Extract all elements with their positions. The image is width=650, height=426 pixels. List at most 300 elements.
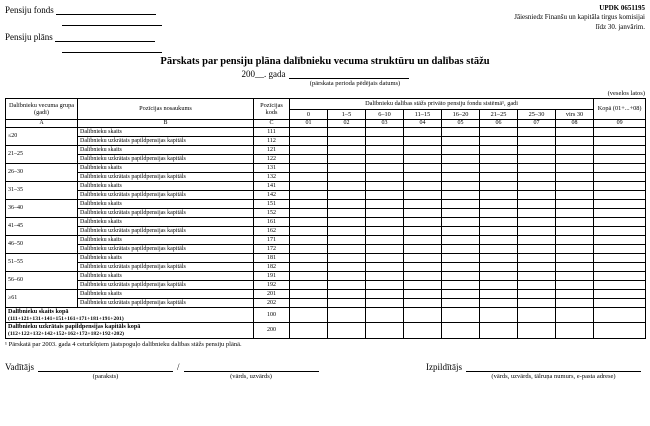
value-cell[interactable] [594, 308, 646, 323]
value-cell[interactable] [518, 164, 556, 173]
value-cell[interactable] [404, 227, 442, 236]
value-cell[interactable] [404, 128, 442, 137]
value-cell[interactable] [480, 272, 518, 281]
column-index-row [6, 120, 646, 128]
table-row [6, 227, 646, 236]
value-cell[interactable] [480, 308, 518, 323]
value-cell[interactable] [480, 245, 518, 254]
value-cell[interactable] [366, 191, 404, 200]
value-cell[interactable] [556, 209, 594, 218]
tenure-column-header: 0 [290, 109, 328, 120]
value-cell[interactable] [480, 323, 518, 338]
value-cell[interactable] [328, 227, 366, 236]
value-cell[interactable] [480, 155, 518, 164]
value-cell[interactable] [366, 182, 404, 191]
value-cell[interactable] [442, 290, 480, 299]
value-cell[interactable] [442, 164, 480, 173]
signature-section [5, 362, 645, 380]
value-cell[interactable] [404, 182, 442, 191]
value-cell[interactable] [594, 191, 646, 200]
value-cell[interactable] [442, 299, 480, 308]
value-cell[interactable] [366, 146, 404, 155]
value-cell[interactable] [328, 263, 366, 272]
age-structure-table [5, 98, 646, 339]
tenure-column-header: 6–10 [366, 109, 404, 120]
value-cell[interactable] [518, 227, 556, 236]
value-cell[interactable] [328, 254, 366, 263]
value-cell[interactable] [594, 281, 646, 290]
age-group-cell: 51–55 [6, 254, 78, 272]
value-cell[interactable] [328, 209, 366, 218]
value-cell[interactable] [518, 155, 556, 164]
position-name-cell: Dalībnieku uzkrātais papildpensijas kapitāls [78, 209, 254, 218]
value-cell[interactable] [594, 323, 646, 338]
position-code-cell: 131 [254, 164, 290, 173]
value-cell[interactable] [290, 263, 328, 272]
updk-code: UPDK 0651195 [599, 4, 645, 12]
position-name-cell: Dalībnieku uzkrātais papildpensijas kapitāls [78, 191, 254, 200]
position-code-cell: 141 [254, 182, 290, 191]
age-group-cell: 26–30 [6, 164, 78, 182]
value-cell[interactable] [480, 128, 518, 137]
executor-name-line[interactable] [466, 362, 641, 372]
value-cell[interactable] [480, 281, 518, 290]
value-cell[interactable] [442, 263, 480, 272]
value-cell[interactable] [594, 200, 646, 209]
value-cell[interactable] [518, 182, 556, 191]
value-cell[interactable] [518, 218, 556, 227]
col-header-age-group: Dalībnieku vecuma grupa (gadi) [6, 99, 78, 120]
value-cell[interactable] [594, 155, 646, 164]
value-cell[interactable] [556, 200, 594, 209]
value-cell[interactable] [442, 173, 480, 182]
table-header-row [6, 99, 646, 110]
value-cell[interactable] [366, 164, 404, 173]
value-cell[interactable] [594, 290, 646, 299]
report-date-line [5, 69, 645, 79]
report-date-caption: (pārskata perioda pēdējais datums) [309, 80, 401, 87]
column-index-cell: 03 [366, 120, 404, 128]
pension-plan-input-line[interactable] [55, 33, 155, 42]
value-cell[interactable] [556, 323, 594, 338]
value-cell[interactable] [404, 200, 442, 209]
value-cell[interactable] [404, 155, 442, 164]
value-cell[interactable] [290, 182, 328, 191]
value-cell[interactable] [328, 308, 366, 323]
value-cell[interactable] [290, 236, 328, 245]
value-cell[interactable] [442, 236, 480, 245]
position-code-cell: 122 [254, 155, 290, 164]
value-cell[interactable] [594, 164, 646, 173]
tenure-column-header: 25–30 [518, 109, 556, 120]
value-cell[interactable] [480, 254, 518, 263]
value-cell[interactable] [290, 281, 328, 290]
value-cell[interactable] [442, 227, 480, 236]
value-cell[interactable] [290, 164, 328, 173]
value-cell[interactable] [404, 137, 442, 146]
value-cell[interactable] [518, 146, 556, 155]
column-index-cell: 09 [594, 120, 646, 128]
value-cell[interactable] [290, 245, 328, 254]
value-cell[interactable] [556, 173, 594, 182]
value-cell[interactable] [442, 128, 480, 137]
value-cell[interactable] [290, 146, 328, 155]
value-cell[interactable] [442, 137, 480, 146]
value-cell[interactable] [442, 191, 480, 200]
value-cell[interactable] [328, 137, 366, 146]
age-group-cell: 56–60 [6, 272, 78, 290]
value-cell[interactable] [518, 245, 556, 254]
value-cell[interactable] [290, 155, 328, 164]
value-cell[interactable] [328, 281, 366, 290]
value-cell[interactable] [404, 263, 442, 272]
value-cell[interactable] [518, 272, 556, 281]
position-code-cell: 100 [254, 308, 290, 323]
value-cell[interactable] [366, 290, 404, 299]
value-cell[interactable] [328, 128, 366, 137]
value-cell[interactable] [556, 164, 594, 173]
value-cell[interactable] [328, 236, 366, 245]
position-code-cell: 111 [254, 128, 290, 137]
value-cell[interactable] [366, 323, 404, 338]
value-cell[interactable] [290, 218, 328, 227]
value-cell[interactable] [594, 272, 646, 281]
table-row [6, 290, 646, 299]
value-cell[interactable] [594, 218, 646, 227]
tenure-column-header: 11–15 [404, 109, 442, 120]
table-row [6, 137, 646, 146]
value-cell[interactable] [328, 191, 366, 200]
value-cell[interactable] [290, 128, 328, 137]
value-cell[interactable] [556, 254, 594, 263]
value-cell[interactable] [480, 173, 518, 182]
value-cell[interactable] [480, 290, 518, 299]
value-cell[interactable] [404, 245, 442, 254]
value-cell[interactable] [480, 182, 518, 191]
units-note: (veselos latos) [607, 90, 645, 97]
value-cell[interactable] [328, 155, 366, 164]
value-cell[interactable] [404, 272, 442, 281]
value-cell[interactable] [290, 323, 328, 338]
age-group-cell: ≤20 [6, 128, 78, 146]
value-cell[interactable] [556, 290, 594, 299]
value-cell[interactable] [366, 254, 404, 263]
position-code-cell: 192 [254, 281, 290, 290]
pension-fund-input-line[interactable] [56, 6, 156, 15]
value-cell[interactable] [594, 182, 646, 191]
tenure-column-header: 1–5 [328, 109, 366, 120]
value-cell[interactable] [290, 290, 328, 299]
value-cell[interactable] [556, 308, 594, 323]
value-cell[interactable] [404, 146, 442, 155]
column-index-cell: 08 [556, 120, 594, 128]
column-index-cell: C [254, 120, 290, 128]
table-row [6, 182, 646, 191]
value-cell[interactable] [404, 308, 442, 323]
value-cell[interactable] [556, 245, 594, 254]
value-cell[interactable] [328, 272, 366, 281]
value-cell[interactable] [480, 209, 518, 218]
position-name-cell: Dalībnieku skaits [78, 218, 254, 227]
report-date-input-line[interactable] [289, 69, 409, 79]
value-cell[interactable] [594, 254, 646, 263]
position-name-cell: Dalībnieku skaits [78, 272, 254, 281]
value-cell[interactable] [442, 323, 480, 338]
value-cell[interactable] [480, 137, 518, 146]
table-row [6, 236, 646, 245]
value-cell[interactable] [480, 263, 518, 272]
value-cell[interactable] [518, 323, 556, 338]
value-cell[interactable] [290, 173, 328, 182]
value-cell[interactable] [518, 128, 556, 137]
value-cell[interactable] [328, 146, 366, 155]
position-code-cell: 200 [254, 323, 290, 338]
column-index-cell: 01 [290, 120, 328, 128]
value-cell[interactable] [442, 182, 480, 191]
value-cell[interactable] [518, 236, 556, 245]
value-cell[interactable] [290, 308, 328, 323]
value-cell[interactable] [480, 227, 518, 236]
pension-plan-input-line-2[interactable] [62, 43, 162, 53]
title-block [5, 56, 645, 87]
value-cell[interactable] [328, 200, 366, 209]
value-cell[interactable] [328, 182, 366, 191]
value-cell[interactable] [328, 164, 366, 173]
form-header [5, 4, 645, 53]
value-cell[interactable] [328, 245, 366, 254]
value-cell[interactable] [366, 236, 404, 245]
value-cell[interactable] [556, 146, 594, 155]
value-cell[interactable] [366, 173, 404, 182]
table-row [6, 272, 646, 281]
value-cell[interactable] [366, 263, 404, 272]
value-cell[interactable] [442, 146, 480, 155]
value-cell[interactable] [556, 182, 594, 191]
value-cell[interactable] [518, 290, 556, 299]
tenure-column-header: 21–25 [480, 109, 518, 120]
value-cell[interactable] [366, 218, 404, 227]
value-cell[interactable] [594, 236, 646, 245]
age-group-cell: 41–45 [6, 218, 78, 236]
value-cell[interactable] [556, 191, 594, 200]
value-cell[interactable] [290, 254, 328, 263]
position-code-cell: 121 [254, 146, 290, 155]
table-total-row [6, 308, 646, 323]
value-cell[interactable] [404, 191, 442, 200]
value-cell[interactable] [594, 146, 646, 155]
manager-signature-line[interactable] [38, 362, 173, 372]
position-code-cell: 202 [254, 299, 290, 308]
value-cell[interactable] [290, 272, 328, 281]
value-cell[interactable] [404, 209, 442, 218]
manager-name-caption: (vārds, uzvārds) [230, 372, 272, 380]
value-cell[interactable] [328, 173, 366, 182]
form-title: Pārskats par pensiju plāna dalībnieku vecuma struktūru un dalības stāžu [160, 56, 490, 67]
pension-fund-label: Pensiju fonds [5, 5, 54, 15]
value-cell[interactable] [366, 272, 404, 281]
value-cell[interactable] [594, 209, 646, 218]
value-cell[interactable] [290, 209, 328, 218]
value-cell[interactable] [404, 173, 442, 182]
value-cell[interactable] [556, 218, 594, 227]
value-cell[interactable] [290, 191, 328, 200]
table-row [6, 209, 646, 218]
column-index-cell: 02 [328, 120, 366, 128]
value-cell[interactable] [556, 236, 594, 245]
age-group-cell: 36–40 [6, 200, 78, 218]
value-cell[interactable] [442, 155, 480, 164]
value-cell[interactable] [556, 227, 594, 236]
value-cell[interactable] [518, 254, 556, 263]
value-cell[interactable] [556, 281, 594, 290]
value-cell[interactable] [556, 299, 594, 308]
value-cell[interactable] [556, 155, 594, 164]
value-cell[interactable] [480, 146, 518, 155]
position-code-cell: 142 [254, 191, 290, 200]
value-cell[interactable] [518, 191, 556, 200]
table-row [6, 155, 646, 164]
value-cell[interactable] [366, 209, 404, 218]
table-row [6, 191, 646, 200]
table-row [6, 245, 646, 254]
value-cell[interactable] [556, 137, 594, 146]
position-code-cell: 172 [254, 245, 290, 254]
column-index-cell: 07 [518, 120, 556, 128]
position-code-cell: 171 [254, 236, 290, 245]
value-cell[interactable] [594, 128, 646, 137]
table-total-row [6, 323, 646, 338]
position-name-cell: Dalībnieku skaits [78, 200, 254, 209]
value-cell[interactable] [556, 263, 594, 272]
age-group-cell: 21–25 [6, 146, 78, 164]
value-cell[interactable] [404, 299, 442, 308]
col-header-total: Kopā (01+...+08) [594, 99, 646, 120]
col-header-position-name: Pozīcijas nosaukums [78, 99, 254, 120]
value-cell[interactable] [518, 299, 556, 308]
value-cell[interactable] [518, 173, 556, 182]
value-cell[interactable] [480, 191, 518, 200]
value-cell[interactable] [594, 299, 646, 308]
table-row [6, 128, 646, 137]
value-cell[interactable] [480, 200, 518, 209]
value-cell[interactable] [328, 299, 366, 308]
value-cell[interactable] [366, 200, 404, 209]
value-cell[interactable] [480, 299, 518, 308]
position-name-cell: Dalībnieku skaits [78, 182, 254, 191]
value-cell[interactable] [442, 272, 480, 281]
position-name-cell: Dalībnieku uzkrātais papildpensijas kapitāls [78, 263, 254, 272]
value-cell[interactable] [366, 281, 404, 290]
position-name-cell: Dalībnieku skaits [78, 254, 254, 263]
value-cell[interactable] [366, 227, 404, 236]
value-cell[interactable] [366, 245, 404, 254]
value-cell[interactable] [404, 236, 442, 245]
value-cell[interactable] [366, 128, 404, 137]
manager-label: Vadītājs [5, 361, 34, 372]
value-cell[interactable] [518, 137, 556, 146]
value-cell[interactable] [518, 209, 556, 218]
value-cell[interactable] [594, 173, 646, 182]
fund-plan-fields [5, 4, 162, 53]
position-code-cell: 191 [254, 272, 290, 281]
value-cell[interactable] [518, 200, 556, 209]
value-cell[interactable] [328, 290, 366, 299]
pension-fund-input-line-2[interactable] [62, 16, 162, 26]
value-cell[interactable] [404, 323, 442, 338]
value-cell[interactable] [328, 218, 366, 227]
value-cell[interactable] [404, 290, 442, 299]
value-cell[interactable] [442, 281, 480, 290]
value-cell[interactable] [404, 254, 442, 263]
value-cell[interactable] [404, 164, 442, 173]
position-code-cell: 201 [254, 290, 290, 299]
submission-note [514, 4, 645, 32]
value-cell[interactable] [290, 137, 328, 146]
value-cell[interactable] [442, 209, 480, 218]
value-cell[interactable] [518, 308, 556, 323]
value-cell[interactable] [442, 245, 480, 254]
table-row [6, 164, 646, 173]
value-cell[interactable] [594, 227, 646, 236]
year-text: 200__. gada [241, 69, 286, 79]
value-cell[interactable] [480, 164, 518, 173]
signature-caption: (paraksts) [92, 372, 119, 380]
value-cell[interactable] [290, 200, 328, 209]
manager-name-line[interactable] [184, 362, 319, 372]
value-cell[interactable] [366, 155, 404, 164]
value-cell[interactable] [442, 308, 480, 323]
value-cell[interactable] [480, 218, 518, 227]
value-cell[interactable] [328, 323, 366, 338]
value-cell[interactable] [366, 299, 404, 308]
value-cell[interactable] [442, 200, 480, 209]
submission-note-line1: Jāiesniedz Finanšu un kapitāla tirgus komisijai [514, 13, 645, 22]
manager-signature-block [5, 362, 319, 380]
table-row [6, 263, 646, 272]
executor-label: Izpildītājs [426, 361, 462, 372]
age-group-cell: ≥61 [6, 290, 78, 308]
pension-plan-label: Pensiju plāns [5, 32, 53, 42]
value-cell[interactable] [290, 227, 328, 236]
position-name-cell: Dalībnieku uzkrātais papildpensijas kapitāls [78, 173, 254, 182]
value-cell[interactable] [290, 299, 328, 308]
value-cell[interactable] [366, 137, 404, 146]
position-name-cell: Dalībnieku uzkrātais papildpensijas kapitāls [78, 245, 254, 254]
value-cell[interactable] [594, 263, 646, 272]
column-index-cell: 05 [442, 120, 480, 128]
value-cell[interactable] [594, 137, 646, 146]
value-cell[interactable] [442, 218, 480, 227]
position-name-cell: Dalībnieku skaits [78, 146, 254, 155]
value-cell[interactable] [442, 254, 480, 263]
executor-caption: (vārds, uzvārds, tālruņa numurs, e-pasta adrese) [491, 372, 616, 380]
age-group-cell: 46–50 [6, 236, 78, 254]
total-label-cell: Dalībnieku skaits kopā (111+121+131+141+151+161+171+181+191+201) [6, 308, 254, 323]
value-cell[interactable] [518, 263, 556, 272]
value-cell[interactable] [404, 281, 442, 290]
value-cell[interactable] [480, 236, 518, 245]
position-code-cell: 112 [254, 137, 290, 146]
value-cell[interactable] [366, 308, 404, 323]
value-cell[interactable] [556, 128, 594, 137]
position-name-cell: Dalībnieku skaits [78, 128, 254, 137]
value-cell[interactable] [404, 218, 442, 227]
value-cell[interactable] [556, 272, 594, 281]
position-code-cell: 151 [254, 200, 290, 209]
value-cell[interactable] [518, 281, 556, 290]
table-row [6, 281, 646, 290]
value-cell[interactable] [594, 245, 646, 254]
